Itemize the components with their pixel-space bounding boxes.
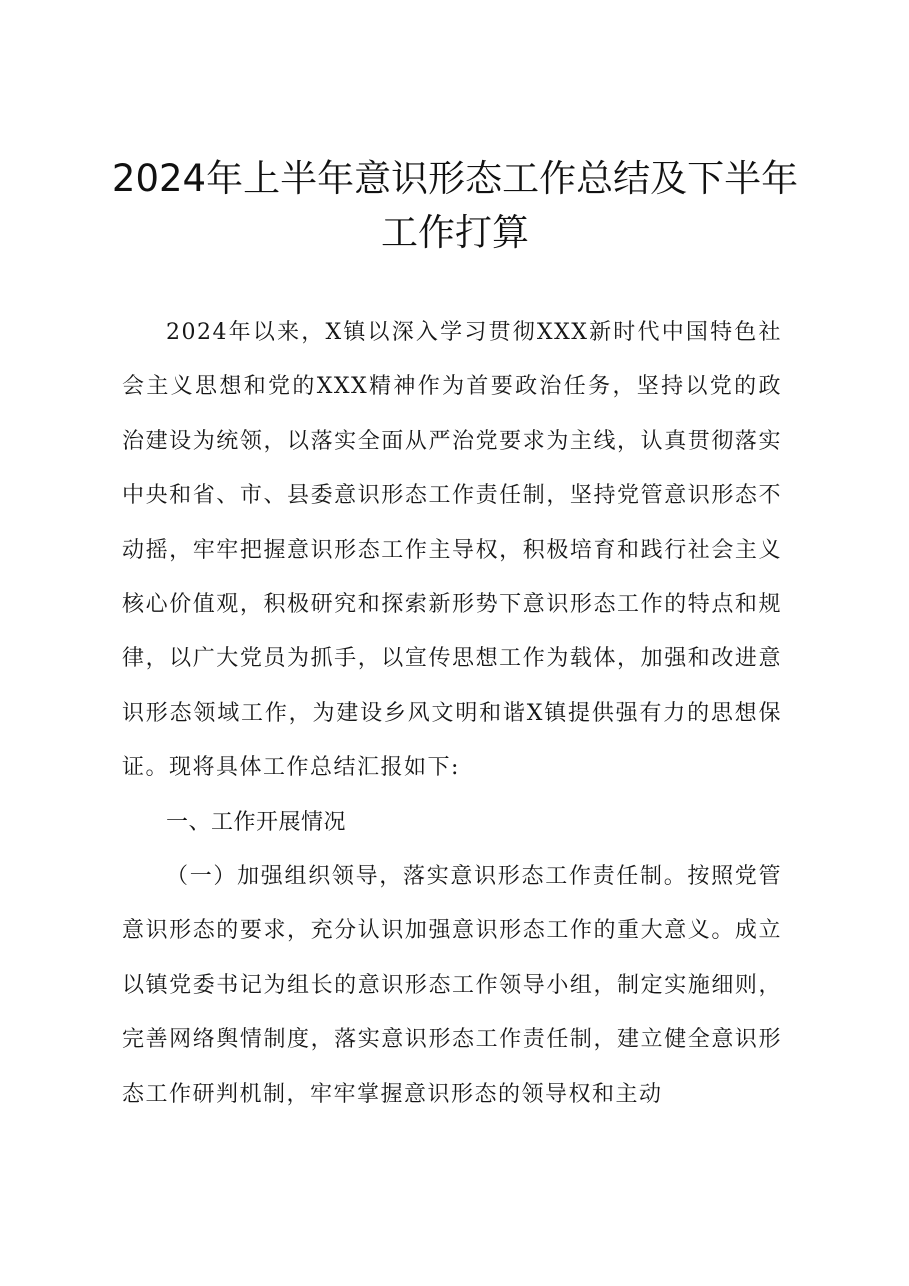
document-body xyxy=(122,306,782,1122)
section-paragraph: （一）加强组织领导，落实意识形态工作责任制。按照党管意识形态的要求，充分认识加强意识形态工作的重大意义。成立以镇党委书记为组长的意识形态工作领导小组，制定实施细则，完善网络舆情制度，落实意识形态工作责任制，建立健全意识形态工作研判机制，牢牢掌握意识形态的领导权和主动 xyxy=(122,864,782,1107)
intro-paragraph: 2024年以来，X镇以深入学习贯彻XXX新时代中国特色社会主义思想和党的XXX精神作为首要政治任务，坚持以党的政治建设为统领，以落实全面从严治党要求为主线，认真贯彻落实中央和省、市、县委意识形态工作责任制，坚持党管意识形态不动摇，牢牢把握意识形态工作主导权，积极培育和践行社会主义核心价值观，积极研究和探索新形势下意识形态工作的特点和规律，以广大党员为抓手，以宣传思想工作为载体，加强和改进意识形态领域工作，为建设乡风文明和谐X镇提供强有力的思想保证。现将具体工作总结汇报如下: xyxy=(122,320,782,781)
document-title: 2024年上半年意识形态工作总结及下半年工作打算 xyxy=(111,157,799,254)
section-heading: 一、工作开展情况 xyxy=(166,809,347,835)
